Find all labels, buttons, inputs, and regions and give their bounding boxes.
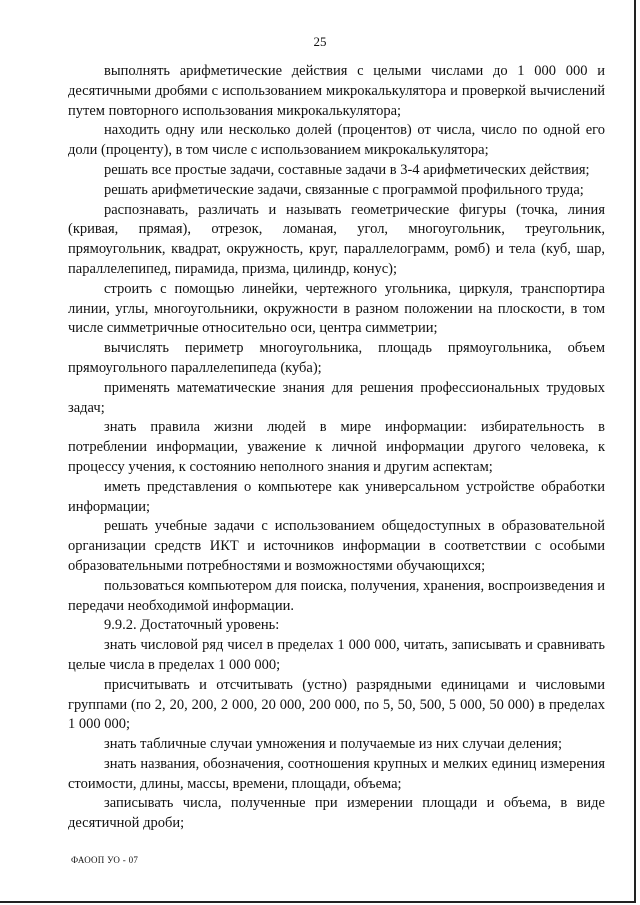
paragraph-3: решать все простые задачи, составные задачи в 3-4 арифметических действия;	[104, 161, 590, 178]
paragraph-4: решать арифметические задачи, связанные с программой профильного труда;	[104, 181, 584, 198]
paragraph-6: строить с помощью линейки, чертежного угольника, циркуля, транспортира линии, углы, многоугольники, окружности в разном положении на плоскости, в том числе симметричные относительно оси, центра симметрии;	[68, 280, 605, 337]
paragraph-10: иметь представления о компьютере как универсальном устройстве обработки информации;	[68, 478, 605, 515]
paragraph-15: присчитывать и отсчитывать (устно) разрядными единицами и числовыми группами (по 2, 20, 200, 2 000, 20 000, 200 000, по 5, 50, 500, 5 000, 50 000) в пределах 1 000 000;	[68, 676, 605, 733]
document-footer: ФАООП УО - 07	[71, 855, 139, 865]
paragraph-7: вычислять периметр многоугольника, площадь прямоугольника, объем прямоугольного параллелепипеда (куба);	[68, 340, 605, 376]
paragraph-2: находить одну или несколько долей (процентов) от числа, число по одной его доли (проценту), в том числе с использованием микрокалькулятора;	[68, 122, 605, 159]
paragraph-8: применять математические знания для решения профессиональных трудовых задач;	[68, 379, 605, 416]
paragraph-5: распознавать, различать и называть геометрические фигуры (точка, линия (кривая, прямая), отрезок, ломаная, угол, многоугольник, треугольник, прямоугольник, квадрат, окружность, круг, параллелограмм, ромб) и тела (куб, шар, параллелепипед, пирамида, призма, цилиндр, конус);	[68, 201, 605, 277]
paragraph-11: решать учебные задачи с использованием общедоступных в образовательной организации средств ИКТ и источников информации в соответствии с особыми образовательными потребностями и возможностями обучающихся;	[68, 518, 605, 574]
paragraph-17: знать названия, обозначения, соотношения крупных и мелких единиц измерения стоимости, длины, массы, времени, площади, объема;	[68, 755, 605, 792]
paragraph-9: знать правила жизни людей в мире информации: избирательность в потреблении информации, уважение к личной информации другого человека, к процессу учения, к состоянию неполного знания и другим аспектам;	[68, 419, 605, 475]
paragraph-16: знать табличные случаи умножения и получаемые из них случаи деления;	[104, 736, 563, 753]
paragraph-18: записывать числа, полученные при измерении площади и объема, в виде десятичной дроби;	[68, 795, 605, 832]
paragraph-12: пользоваться компьютером для поиска, получения, хранения, воспроизведения и передачи необходимой информации.	[68, 577, 605, 614]
paragraph-1: выполнять арифметические действия с целыми числами до 1 000 000 и десятичными дробями с использованием микрокалькулятора и проверкой вычислений путем повторного использования микрокалькулятора;	[68, 63, 605, 119]
body-text	[68, 62, 605, 834]
section-heading: 9.9.2. Достаточный уровень:	[104, 617, 280, 634]
paragraph-14: знать числовой ряд чисел в пределах 1 000 000, читать, записывать и сравнивать целые числа в пределах 1 000 000;	[68, 637, 605, 673]
page-number: 25	[313, 34, 327, 49]
